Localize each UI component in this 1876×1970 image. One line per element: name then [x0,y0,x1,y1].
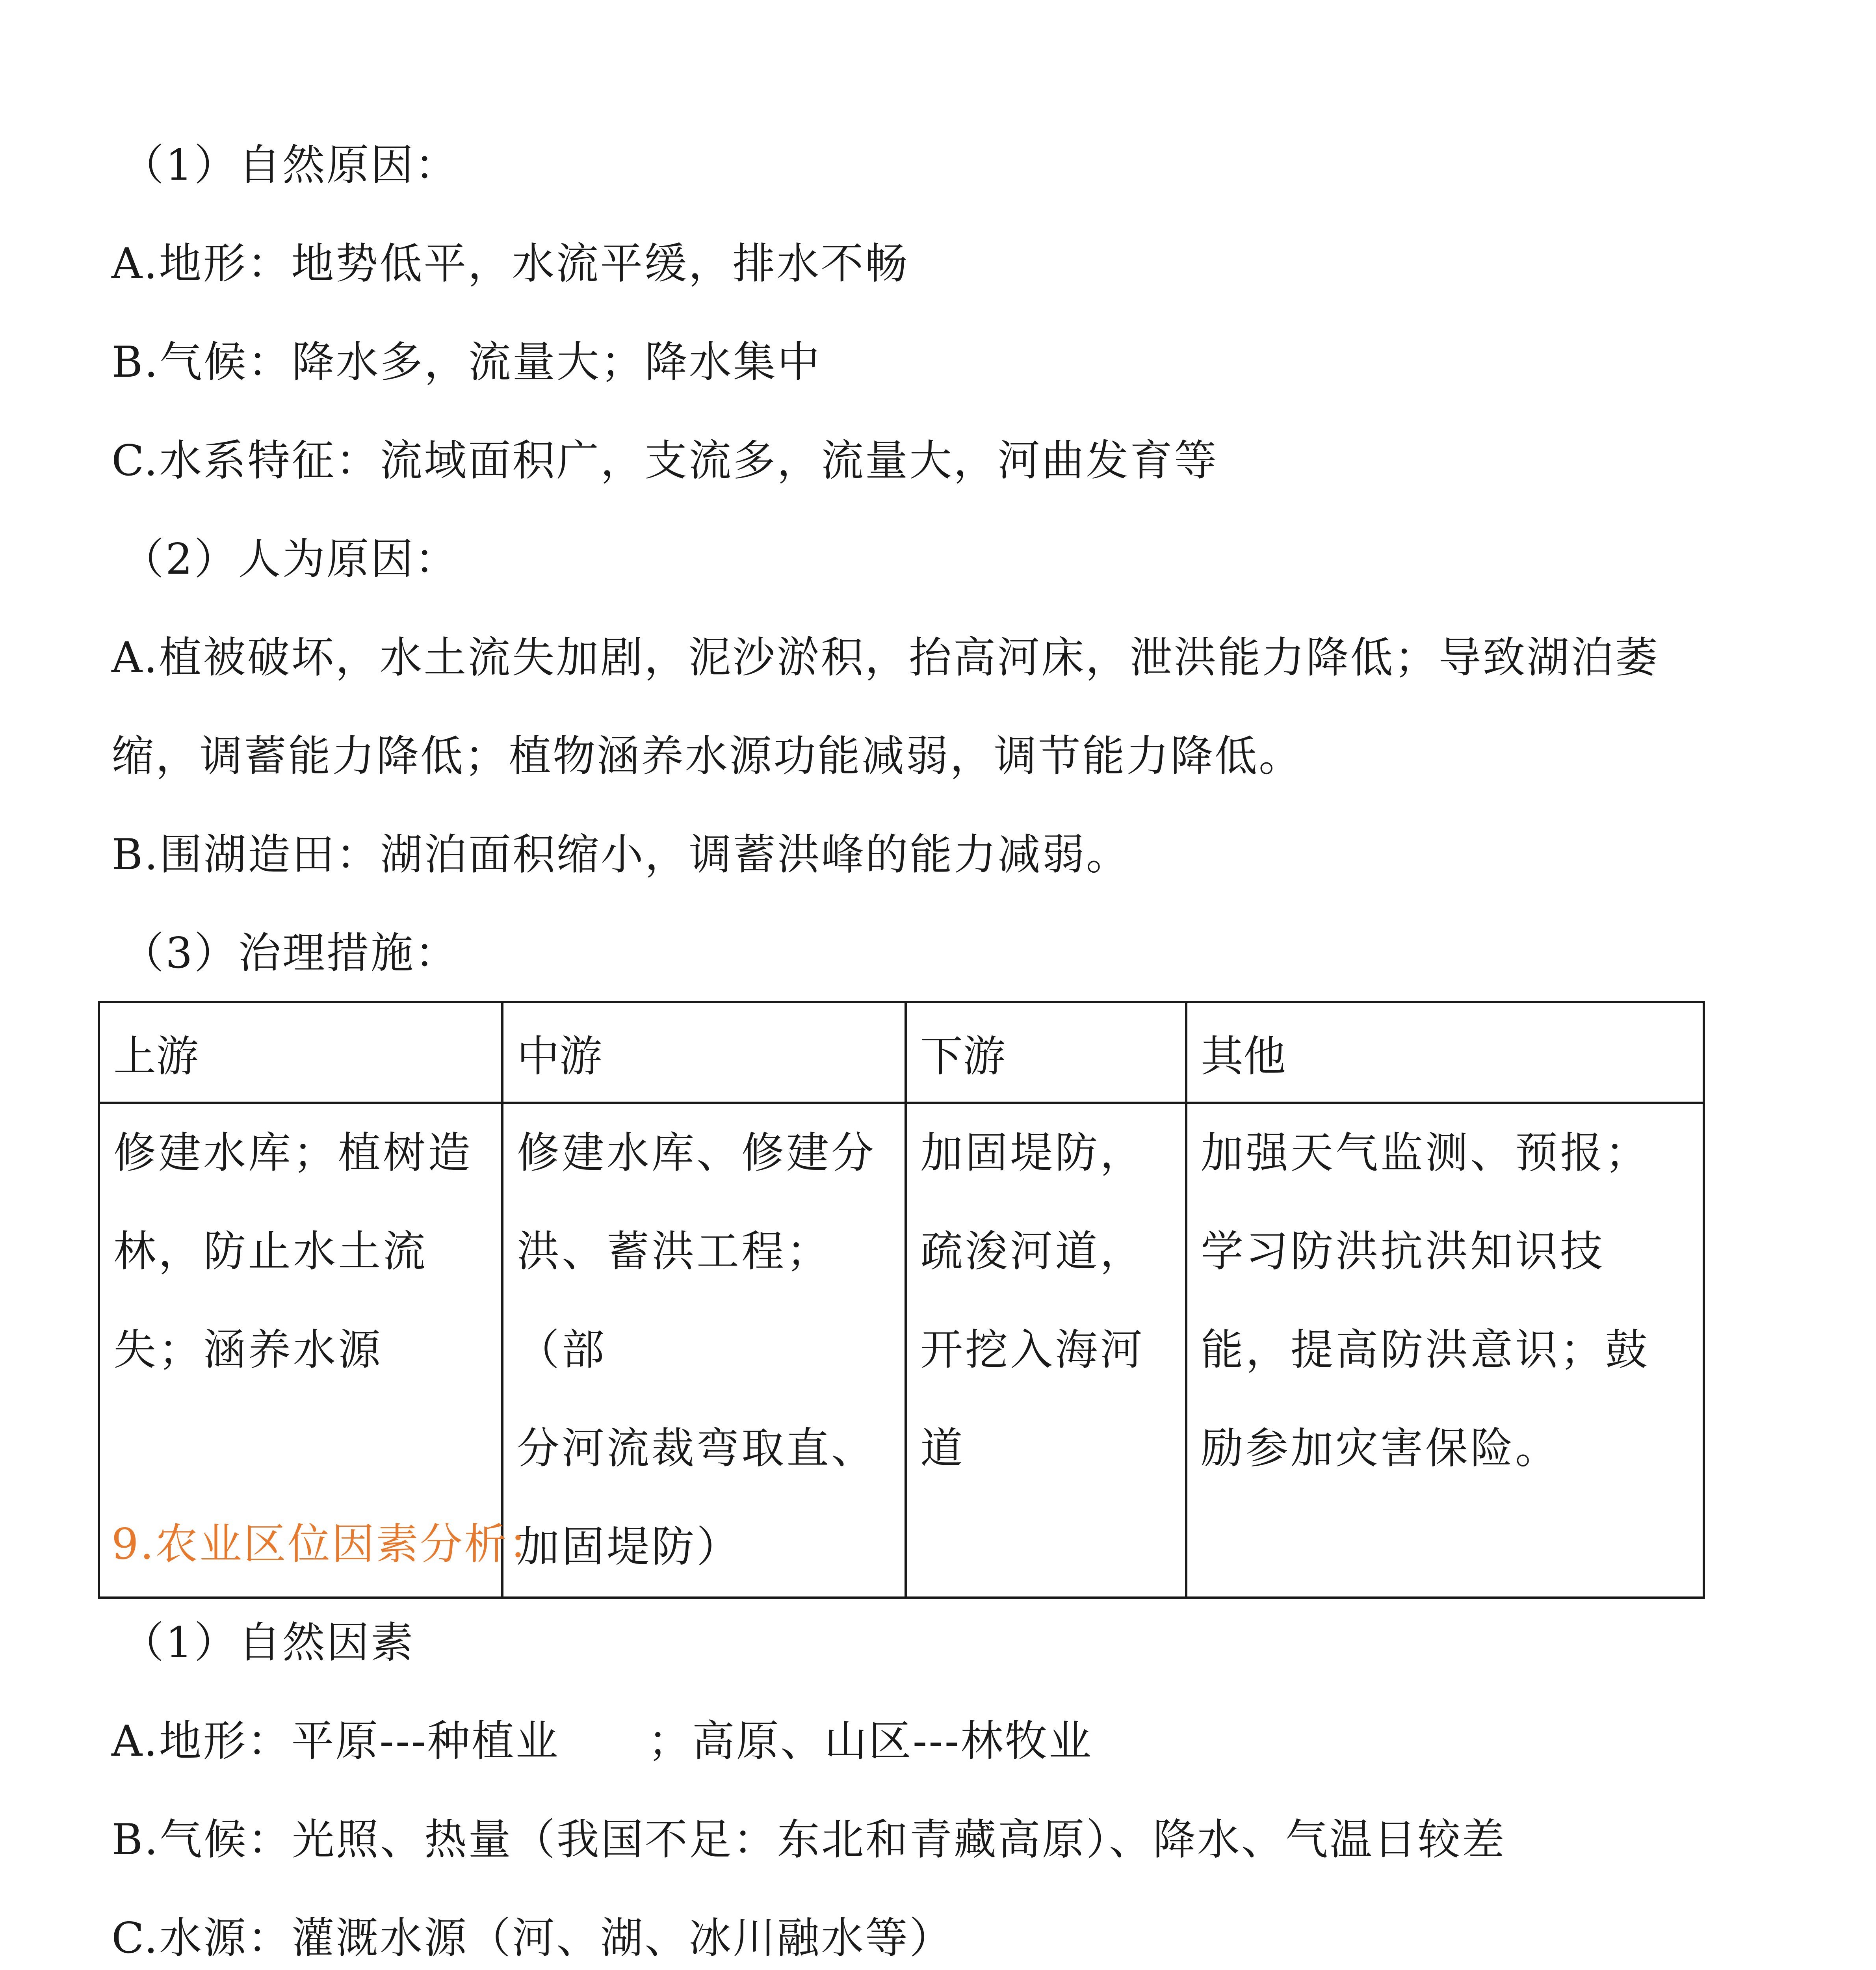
cell-line: 疏浚河道， [920,1227,1145,1276]
natural-causes-heading: （1）自然原因： [121,141,459,190]
human-cause-vegetation-line1: A.植被破坏，水土流失加剧，泥沙淤积，抬高河床，泄洪能力降低；导致湖泊萎 [111,633,1659,682]
cell-line: 学习防洪抗洪知识技 [1201,1227,1605,1276]
natural-cause-terrain: A.地形：地势低平，水流平缓，排水不畅 [111,239,909,288]
table-header-row [99,1002,1704,1103]
natural-cause-climate: B.气候：降水多，流量大；降水集中 [111,338,821,387]
cell-line: 道 [920,1424,966,1473]
cell-line: 加固堤防） [517,1522,742,1572]
cell-line: 分河流裁弯取直、 [517,1424,877,1473]
header-upstream: 上游 [99,1002,502,1103]
natural-cause-water-system: C.水系特征：流域面积广，支流多，流量大，河曲发育等 [111,436,1218,485]
header-other: 其他 [1186,1002,1704,1103]
cell-other [1186,1103,1704,1598]
agri-factor-water: C.水源：灌溉水源（河、湖、冰川融水等） [111,1914,954,1963]
agri-section-title: 9.农业区位因素分析： [111,1520,553,1569]
measures-heading: （3）治理措施： [121,929,459,978]
human-causes-heading: （2）人为原因： [121,535,459,584]
agri-factor-climate: B.气候：光照、热量（我国不足：东北和青藏高原）、降水、气温日较差 [111,1815,1506,1864]
human-cause-vegetation-line2: 缩，调蓄能力降低；植物涵养水源功能减弱，调节能力降低。 [111,732,1303,781]
header-midstream: 中游 [502,1002,906,1103]
cell-downstream [906,1103,1186,1598]
header-downstream: 下游 [906,1002,1186,1103]
cell-line: 林，防止水土流 [113,1227,428,1276]
cell-line: 励参加灾害保险。 [1201,1424,1560,1473]
cell-line: 能，提高防洪意识；鼓 [1201,1325,1650,1375]
cell-line: 修建水库；植树造 [113,1128,473,1178]
cell-line: 失；涵养水源 [113,1325,383,1375]
cell-line: 洪、蓄洪工程；（部 [517,1227,832,1375]
agri-factor-terrain: A.地形：平原---种植业 ；高原、山区---林牧业 [111,1717,1093,1766]
agri-natural-heading: （1）自然因素 [121,1618,415,1667]
cell-line: 开挖入海河 [920,1325,1145,1375]
cell-line: 修建水库、修建分 [517,1128,877,1178]
human-cause-lake-reclamation: B.围湖造田：湖泊面积缩小，调蓄洪峰的能力减弱。 [111,830,1130,879]
cell-line: 加强天气监测、预报； [1201,1128,1650,1178]
flood-control-measures-table [98,1001,1705,1599]
cell-line: 加固堤防， [920,1128,1145,1178]
cell-midstream [502,1103,906,1598]
